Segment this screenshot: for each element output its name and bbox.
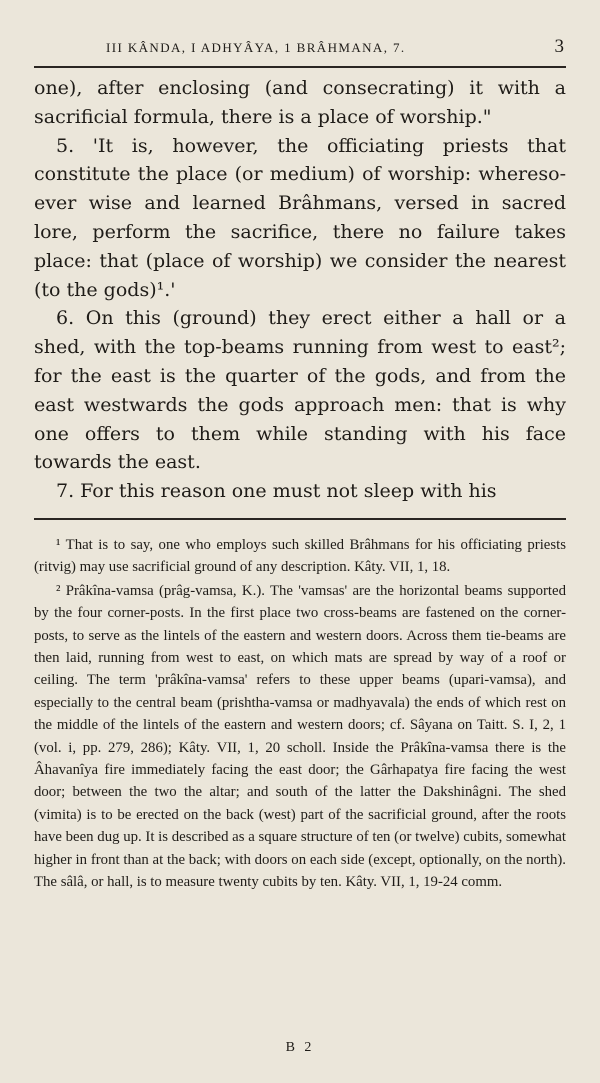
main-text bbox=[34, 74, 566, 506]
signature-mark: B 2 bbox=[285, 1040, 315, 1055]
header-rule bbox=[34, 66, 566, 68]
paragraph-7: 7. For this reason one must not sleep with his bbox=[56, 480, 497, 503]
footnote-2: ² Prâkîna-vamsa (prâg-vamsa, K.). The 'vamsas' are the horizontal beams supported by the four corner-posts. In the first place two cross-beams are fastened on the corner-posts, to serve as the lintels of the eastern and western doors. Across them tie-beams are then laid, running from west to east, on which mats are spread by way of a roof or ceiling. The term 'prâkîna-vamsa' refers to these upper beams (upari-vamsa), and especially to the central beam (prishtha-vamsa or madhyavala) the ends of which rest on the middle of the lintels of the eastern and western doors; cf. Sâyana on Taitt. S. I, 2, 1 (vol. i, pp. 279, 286); Kâty. VII, 1, 20 scholl. Inside the Prâkîna-vamsa there is the Âhavanîya fire immediately facing the east door; the Gârhapatya fire facing the west door; between the two the altar; and south of the latter the Dakshinâgni. The shed (vimita) is to be erected on the back (west) part of the sacrificial ground, after the roots have been dug up. It is described as a square structure of ten (or twelve) cubits, somewhat higher in front than at the back; with doors on each side (except, optionally, on the north). The sâlâ, or hall, is to measure twenty cubits by ten. Kâty. VII, 1, 19-24 comm. bbox=[34, 582, 566, 891]
paragraph-6: 6. On this (ground) they erect either a hall or a shed, with the top-beams running from west to east²; for the east is the quarter of the gods, and from the east westwards the gods approach men: that is why one offers to them while standing with his face towards the east. bbox=[34, 307, 566, 474]
paragraph-continuation: one), after enclosing (and consecrating) it with a sacrificial formula, there is a place of worship." bbox=[34, 77, 566, 128]
paragraph-5: 5. 'It is, however, the officiating priests that constitute the place (or medium) of worship: whereso-ever wise and learned Brâhmans, versed in sacred lore, perform the sacrifice, there no failure takes place: that (place of worship) we consider the nearest (to the gods)¹.' bbox=[34, 134, 566, 301]
page-header bbox=[34, 36, 566, 62]
page-number: 3 bbox=[554, 36, 564, 57]
running-head: III KÂNDA, I ADHYÂYA, 1 BRÂHMANA, 7. bbox=[106, 40, 406, 55]
footnote-1: ¹ That is to say, one who employs such skilled Brâhmans for his officiating priests (ritvig) may use sacrificial ground of any description. Kâty. VII, 1, 18. bbox=[34, 536, 566, 576]
footnotes bbox=[34, 534, 566, 894]
footnote-rule bbox=[34, 518, 566, 520]
